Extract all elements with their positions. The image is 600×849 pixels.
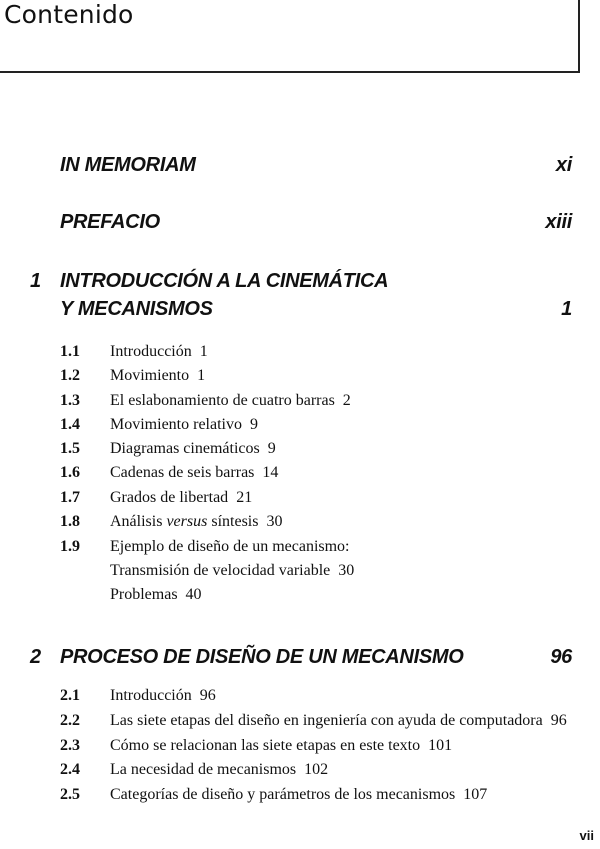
section-title (110, 513, 282, 531)
section-number: 2.1 (60, 687, 80, 704)
chapter-number: 1 (30, 270, 41, 292)
section-page: 21 (236, 489, 253, 506)
section-title (110, 489, 252, 507)
section-number: 2.5 (60, 786, 80, 803)
section-title (110, 786, 487, 804)
section-page: 30 (266, 513, 283, 530)
chapter-page: 96 (550, 646, 572, 668)
section-number: 1.8 (60, 513, 80, 530)
section-title (110, 687, 216, 705)
section-page: 30 (338, 562, 355, 579)
section-page: 96 (550, 712, 567, 729)
heading-page: xiii (545, 211, 572, 233)
section-number: 2.2 (60, 712, 80, 729)
section-page: 9 (267, 440, 276, 457)
section-title (110, 761, 328, 779)
section-title-text: Problemas (110, 586, 178, 603)
chapter-number: 2 (30, 646, 41, 668)
section-title (110, 538, 350, 556)
section-page: 107 (463, 786, 488, 803)
section-page: 101 (428, 737, 453, 754)
toc-heading-in-memoriam[interactable] (60, 154, 572, 180)
section-title-text: El eslabonamiento de cuatro barras (110, 392, 335, 409)
toc-heading-prefacio[interactable] (60, 211, 572, 237)
section-title-text: versus (166, 513, 208, 530)
section-page: 40 (185, 586, 202, 603)
section-title-text: Introducción (110, 687, 192, 704)
section-number: 1.9 (60, 538, 80, 555)
section-title-text: Las siete etapas del diseño en ingeniería con ayuda de computadora (110, 712, 543, 729)
section-title-text: Diagramas cinemáticos (110, 440, 260, 457)
section-number: 1.1 (60, 343, 80, 360)
toc-chapter-2[interactable] (30, 646, 572, 672)
heading-title: IN MEMORIAM (60, 154, 196, 176)
chapter-page: 1 (561, 298, 572, 320)
chapter-title-line2: Y MECANISMOS (60, 298, 213, 320)
section-page: 96 (199, 687, 216, 704)
heading-page: xi (555, 154, 572, 176)
section-title (110, 343, 208, 361)
chapter-title-line1: PROCESO DE DISEÑO DE UN MECANISMO (60, 646, 464, 668)
section-number: 1.7 (60, 489, 80, 506)
section-title (110, 586, 202, 604)
section-title (110, 712, 567, 730)
section-title-text: Cadenas de seis barras (110, 464, 255, 481)
section-title (110, 737, 452, 755)
heading-title: PREFACIO (60, 211, 160, 233)
section-number: 1.5 (60, 440, 80, 457)
section-title-text: La necesidad de mecanismos (110, 761, 297, 778)
section-title (110, 562, 354, 580)
section-title-text: Introducción (110, 343, 192, 360)
section-page: 102 (304, 761, 329, 778)
section-title-text: síntesis (211, 513, 259, 530)
page-title: Contenido (4, 0, 134, 29)
section-page: 9 (249, 416, 258, 433)
section-page: 1 (197, 367, 206, 384)
section-title (110, 416, 258, 434)
section-title-text: Grados de libertad (110, 489, 229, 506)
section-title-text: Análisis (110, 513, 163, 530)
section-number: 1.4 (60, 416, 80, 433)
section-page: 2 (342, 392, 351, 409)
section-title-text: Categorías de diseño y parámetros de los mecanismos (110, 786, 456, 803)
section-title-text: Cómo se relacionan las siete etapas en este texto (110, 737, 421, 754)
chapter-title-line1: INTRODUCCIÓN A LA CINEMÁTICA (60, 270, 389, 292)
section-number: 1.2 (60, 367, 80, 384)
section-title (110, 440, 276, 458)
section-number: 2.3 (60, 737, 80, 754)
section-title (110, 367, 205, 385)
section-title-text: Movimiento relativo (110, 416, 242, 433)
section-number: 2.4 (60, 761, 80, 778)
section-page: 14 (262, 464, 279, 481)
section-title-text: Transmisión de velocidad variable (110, 562, 331, 579)
page-folio: vii (579, 828, 594, 843)
section-number: 1.3 (60, 392, 80, 409)
toc-chapter-1[interactable] (30, 270, 572, 326)
section-title-text: Ejemplo de diseño de un mecanismo: (110, 538, 350, 555)
section-page: 1 (199, 343, 208, 360)
section-title (110, 464, 278, 482)
section-title (110, 392, 351, 410)
section-title-text: Movimiento (110, 367, 190, 384)
section-number: 1.6 (60, 464, 80, 481)
